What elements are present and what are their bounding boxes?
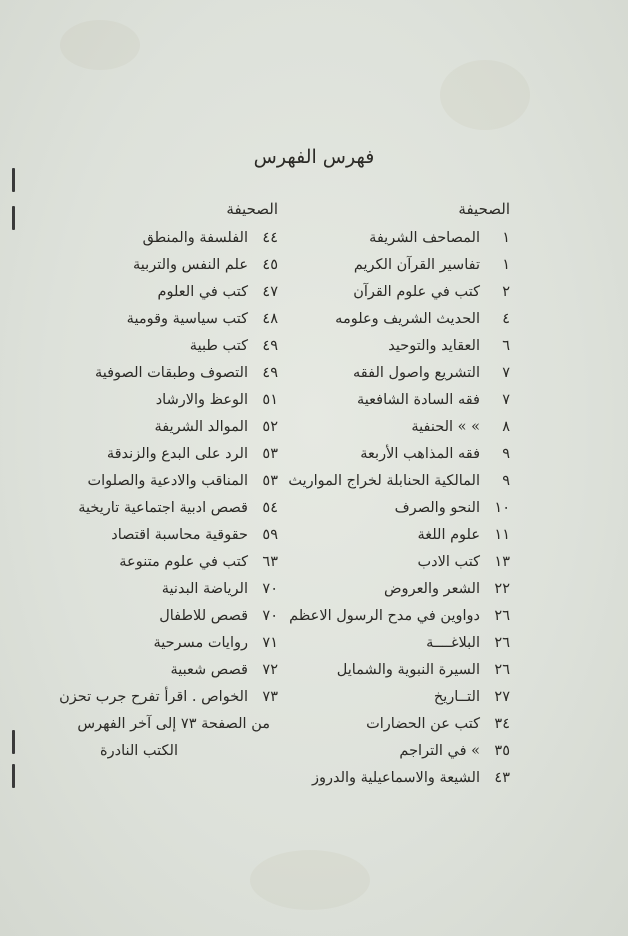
page-number: ٧١: [262, 635, 278, 651]
index-entry: [59, 608, 278, 635]
left-column-header: الصحيفة: [226, 200, 278, 218]
page-number: ١٠: [494, 500, 510, 516]
index-entry: [59, 365, 278, 392]
page-number: ٤٧: [262, 284, 278, 300]
page-number: ٥٣: [262, 473, 278, 489]
subject-title: الموالد الشريفة: [154, 419, 248, 435]
index-entry: [288, 527, 510, 554]
right-index-column: [288, 230, 510, 797]
index-entry: [59, 554, 278, 581]
subject-title: روايات مسرحية: [153, 635, 248, 651]
paper-stain: [440, 60, 530, 130]
subject-title: الشعر والعروض: [384, 581, 480, 597]
binding-mark: [12, 168, 15, 192]
page-number: ٥٣: [262, 446, 278, 462]
index-entry: [59, 527, 278, 554]
index-entry: [288, 446, 510, 473]
index-entry: [288, 581, 510, 608]
subject-title: » » الحنفية: [411, 419, 480, 435]
left-index-column: [59, 230, 278, 770]
page-number: ٤٥: [262, 257, 278, 273]
subject-title: البلاغــــة: [426, 635, 480, 651]
page-number: ٨: [502, 419, 510, 435]
page-number: ٧٣: [262, 689, 278, 705]
page-number: ٥١: [262, 392, 278, 408]
index-entry: [288, 473, 510, 500]
subject-title: علم النفس والتربية: [133, 257, 248, 273]
page-number: ٤٩: [262, 365, 278, 381]
subject-title: علوم اللغة: [417, 527, 480, 543]
subject-title: دواوين في مدح الرسول الاعظم: [289, 608, 480, 624]
page-number: ٤٣: [494, 770, 510, 786]
subject-title: » في التراجم: [399, 743, 480, 759]
page-number: ٩: [502, 473, 510, 489]
subject-title: قصص شعبية: [170, 662, 248, 678]
page-number: ٧: [502, 365, 510, 381]
subject-title: الخواص . اقرأ تفرح جرب تحزن: [59, 689, 248, 705]
index-entry: [59, 500, 278, 527]
page-number: ٥٤: [262, 500, 278, 516]
page-number: ٢٦: [494, 662, 510, 678]
index-entry: [59, 581, 278, 608]
subject-title: تفاسير القرآن الكريم: [353, 257, 480, 273]
index-entry: [288, 554, 510, 581]
binding-mark: [12, 764, 15, 788]
subject-title: التشريع واصول الفقه: [353, 365, 480, 381]
page-number: ٣٤: [494, 716, 510, 732]
page-number: ١: [502, 230, 510, 246]
subject-title: السيرة النبوية والشمايل: [336, 662, 480, 678]
page-number: ٥٢: [262, 419, 278, 435]
subject-title: كتب في علوم متنوعة: [119, 554, 248, 570]
page-number: ٤: [502, 311, 510, 327]
subject-title: الرد على البدع والزندقة: [106, 446, 248, 462]
index-entry: [288, 500, 510, 527]
index-entry: [288, 743, 510, 770]
index-entry: [288, 257, 510, 284]
page-number: ٧٢: [262, 662, 278, 678]
subject-title: كتب الادب: [417, 554, 480, 570]
subject-title: قصص للاطفال: [159, 608, 248, 624]
index-entry: [288, 419, 510, 446]
page-number: ٧٠: [262, 581, 278, 597]
page-number: ١: [502, 257, 510, 273]
subject-title: كتب عن الحضارات: [366, 716, 480, 732]
page-number: ٣٥: [494, 743, 510, 759]
page-number: ٢: [502, 284, 510, 300]
index-entry: [59, 662, 278, 689]
index-entry: [59, 446, 278, 473]
page-number: ٧: [502, 392, 510, 408]
page-number: ٢٢: [494, 581, 510, 597]
index-entry: [59, 419, 278, 446]
binding-mark: [12, 206, 15, 230]
subject-title: فقه المذاهب الأربعة: [360, 446, 480, 462]
page-number: ١١: [494, 527, 510, 543]
rare-books-note: من الصفحة ٧٣ إلى آخر الفهرس: [77, 716, 270, 732]
page-number: ٦: [502, 338, 510, 354]
page-number: ٧٠: [262, 608, 278, 624]
subject-title: الوعظ والارشاد: [155, 392, 248, 408]
subject-title: كتب في علوم القرآن: [353, 284, 480, 300]
subject-title: الفلسفة والمنطق: [142, 230, 248, 246]
subject-title: فقه السادة الشافعية: [357, 392, 480, 408]
subject-title: حقوقية محاسبة اقتصاد: [111, 527, 248, 543]
right-column-header: الصحيفة: [458, 200, 510, 218]
subject-title: التصوف وطبقات الصوفية: [94, 365, 248, 381]
index-entry: [288, 716, 510, 743]
index-entry: [59, 311, 278, 338]
page-title: فهرس الفهرس: [253, 146, 375, 168]
subject-title: الرياضة البدنية: [161, 581, 248, 597]
subject-title: كتب طبية: [189, 338, 248, 354]
page-number: ٤٨: [262, 311, 278, 327]
subject-title: المناقب والادعية والصلوات: [87, 473, 248, 489]
subject-title: العقايد والتوحيد: [388, 338, 480, 354]
binding-mark: [12, 730, 15, 754]
page-number: ٦٣: [262, 554, 278, 570]
index-entry: [288, 392, 510, 419]
rare-books-title: الكتب النادرة: [100, 743, 178, 759]
index-entry: [59, 230, 278, 257]
paper-stain: [250, 850, 370, 910]
paper-stain: [60, 20, 140, 70]
page-number: ٤٤: [262, 230, 278, 246]
index-entry: [59, 635, 278, 662]
index-entry: [59, 284, 278, 311]
subject-title: المالكية الحنابلة لخراج المواريث: [288, 473, 480, 489]
index-entry: [59, 392, 278, 419]
index-entry: [288, 284, 510, 311]
index-entry: [288, 230, 510, 257]
subject-title: التــاريخ: [433, 689, 480, 705]
index-entry: [59, 689, 278, 716]
index-entry: [59, 338, 278, 365]
index-entry: [288, 635, 510, 662]
subject-title: كتب سياسية وقومية: [126, 311, 248, 327]
subject-title: الحديث الشريف وعلومه: [335, 311, 480, 327]
index-entry: [59, 473, 278, 500]
index-entry: [288, 608, 510, 635]
page-number: ٢٦: [494, 608, 510, 624]
page-number: ٢٦: [494, 635, 510, 651]
index-entry: [288, 689, 510, 716]
subject-title: الشيعة والاسماعيلية والدروز: [311, 770, 480, 786]
subject-title: النحو والصرف: [394, 500, 480, 516]
index-entry: [288, 662, 510, 689]
index-entry: [288, 311, 510, 338]
subject-title: كتب في العلوم: [157, 284, 248, 300]
index-entry: [59, 257, 278, 284]
page-number: ٩: [502, 446, 510, 462]
page-number: ١٣: [494, 554, 510, 570]
page-number: ٥٩: [262, 527, 278, 543]
subject-title: المصاحف الشريفة: [369, 230, 480, 246]
index-entry: [288, 338, 510, 365]
index-entry: [288, 770, 510, 797]
page-number: ٢٧: [494, 689, 510, 705]
subject-title: قصص ادبية اجتماعية تاريخية: [78, 500, 248, 516]
index-entry: [288, 365, 510, 392]
page-number: ٤٩: [262, 338, 278, 354]
